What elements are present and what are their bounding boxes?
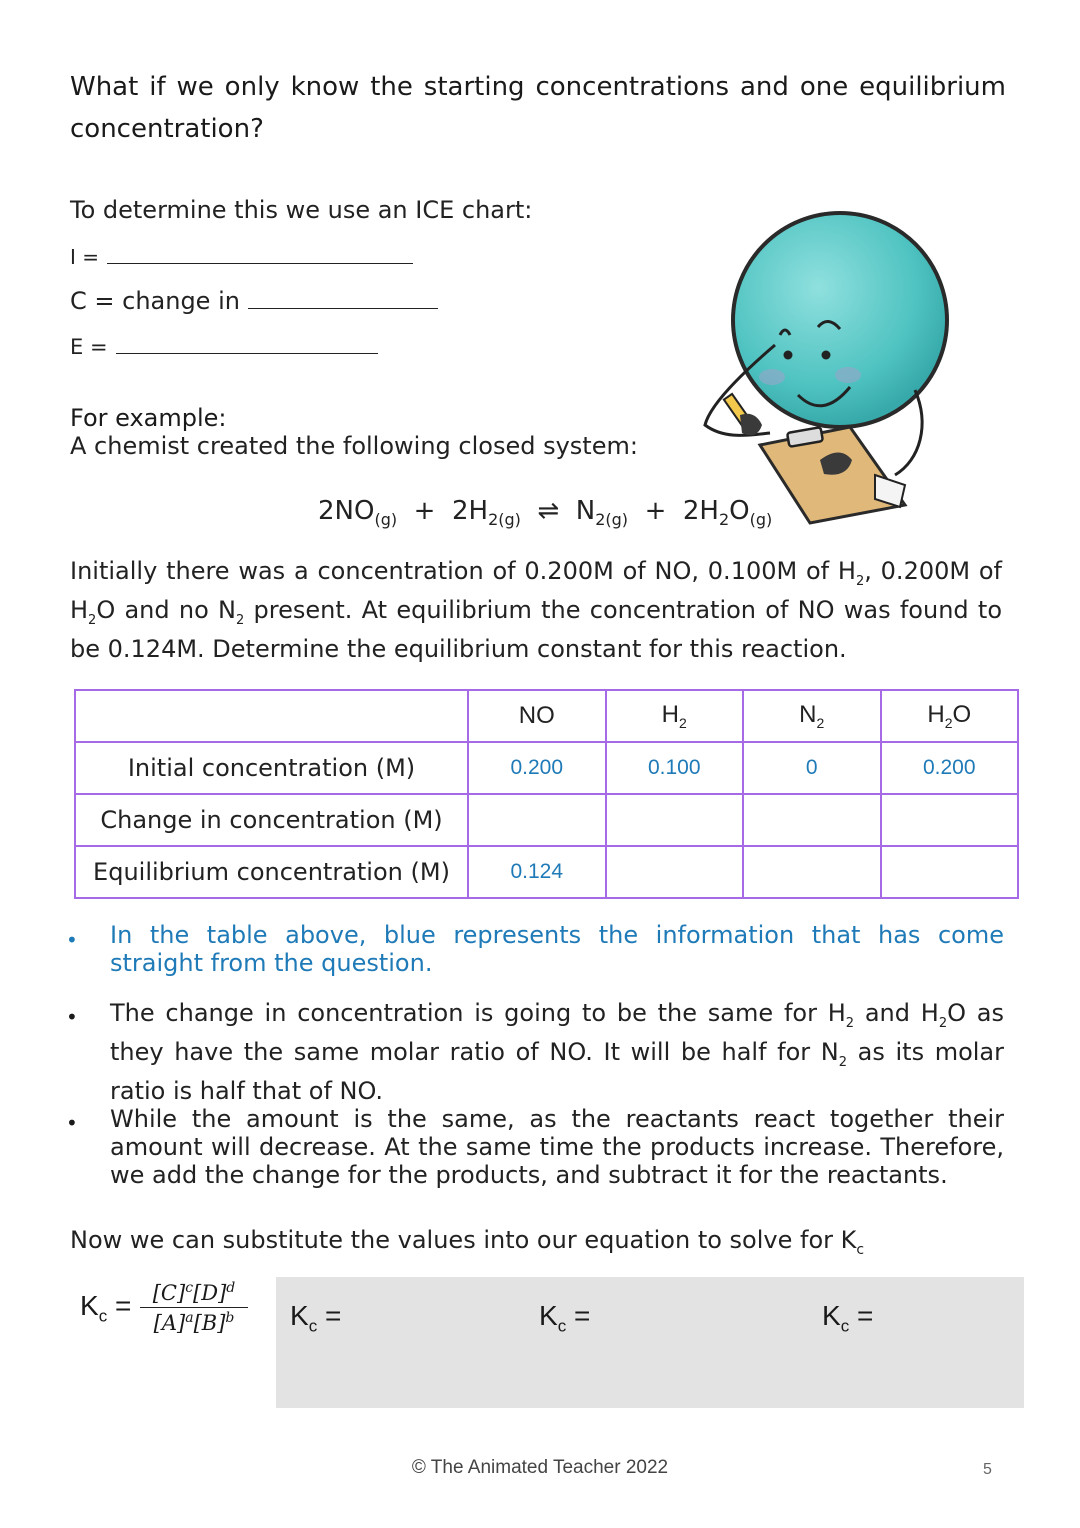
substitute-instruction: Now we can substitute the values into our equation to solve for $K_c$: [70, 1226, 865, 1258]
table-cell[interactable]: [606, 846, 744, 898]
ice-blank-i: [70, 242, 413, 270]
bullet-dot-icon: •: [66, 1005, 78, 1029]
kc-formula-label: $K_c$ =: [80, 1290, 132, 1326]
table-header-row: [75, 690, 1018, 742]
eq-term: N: [575, 496, 596, 526]
fill-in-line[interactable]: [116, 351, 378, 354]
blank-label: I =: [70, 245, 100, 269]
hand-icon: [740, 414, 762, 435]
fraction-denominator: $[A]^a[B]^b$: [153, 1310, 235, 1335]
table-corner-cell: [75, 690, 468, 742]
equilibrium-arrow-icon: ⇌: [537, 496, 560, 526]
eq-plus: +: [413, 496, 436, 526]
fill-in-line[interactable]: [107, 261, 413, 264]
table-row: [75, 846, 1018, 898]
bullet-blue-note: In the table above, blue represents the information that has come straight from the question.: [110, 921, 1004, 977]
table-cell[interactable]: [606, 794, 744, 846]
table-cell[interactable]: [881, 846, 1019, 898]
eq-state: 2(g): [488, 510, 521, 530]
table-cell[interactable]: [743, 846, 881, 898]
kc-step-3: $K_c$ =: [822, 1300, 874, 1336]
table-cell: 0.124: [468, 846, 606, 898]
ice-blank-e: [70, 332, 378, 360]
table-cell[interactable]: [743, 794, 881, 846]
table-cell[interactable]: [468, 794, 606, 846]
bullet-add-subtract: While the amount is the same, as the reactants react together their amount will decrease. At the same time the products increase. Therefore, we add the change for the products, and subtract it for the reactants.: [110, 1105, 1004, 1189]
problem-paragraph: Initially there was a concentration of 0.200M of NO, 0.100M of $H_2$, 0.200M of $H_2O$ and no $N_2$ present. At equilibrium the concentration of NO was found to be 0.124M. Determine the equilibrium constant for this reaction.: [70, 557, 1003, 663]
planet-character-illustration: [700, 205, 960, 525]
question-heading: What if we only know the starting concentrations and one equilibrium concentration?: [70, 72, 1006, 144]
bullet-dot-icon: •: [66, 1111, 78, 1135]
table-row: [75, 742, 1018, 794]
table-cell: 0: [743, 742, 881, 794]
header-n2: $N_2$: [743, 690, 881, 742]
eq-term: 2H: [682, 496, 719, 526]
copyright-footer: © The Animated Teacher 2022: [411, 1457, 669, 1478]
row-label: Change in concentration (M): [75, 794, 468, 846]
table-row: [75, 794, 1018, 846]
fill-in-line[interactable]: [248, 306, 438, 309]
ice-table: [74, 689, 1019, 899]
table-cell: 0.200: [881, 742, 1019, 794]
bullet-dot-icon: •: [66, 928, 78, 952]
kc-step-2: $K_c$ =: [539, 1300, 591, 1336]
working-area[interactable]: [276, 1277, 1024, 1408]
bullet-change-ratio: The change in concentration is going to be the same for $H_2$ and $H_2O$ as they have the same molar ratio of NO. It will be half for $N_2$ as its molar ratio is half that of NO.: [110, 999, 1005, 1105]
example-heading: For example:: [70, 404, 227, 432]
ice-intro: To determine this we use an ICE chart:: [70, 196, 533, 224]
eq-state: (g): [374, 510, 398, 530]
kc-expression-fraction: [140, 1280, 248, 1335]
eq-term: 2H: [451, 496, 489, 526]
page-number: 5: [983, 1461, 992, 1478]
blank-label: E =: [70, 335, 108, 359]
kc-step-1: $K_c$ =: [290, 1300, 342, 1336]
header-no: NO: [468, 690, 606, 742]
header-h2: $H_2$: [606, 690, 744, 742]
eq-term: O: [729, 496, 750, 526]
row-label: Equilibrium concentration (M): [75, 846, 468, 898]
row-label: Initial concentration (M): [75, 742, 468, 794]
chemical-equation: [318, 496, 772, 529]
planet-body: [733, 213, 947, 427]
eq-sub: 2: [718, 510, 730, 530]
ice-blank-c: [70, 287, 438, 315]
example-text: A chemist created the following closed system:: [70, 432, 638, 460]
eq-state: (g): [749, 510, 773, 530]
fraction-numerator: $[C]^c[D]^d$: [140, 1280, 248, 1308]
header-h2o: $H_2O$: [881, 690, 1019, 742]
eq-term: 2NO: [318, 496, 375, 526]
eq-plus: +: [644, 496, 667, 526]
table-cell: 0.100: [606, 742, 744, 794]
blank-label: C = change in: [70, 287, 240, 315]
table-cell[interactable]: [881, 794, 1019, 846]
table-cell: 0.200: [468, 742, 606, 794]
clipboard-icon: [760, 427, 905, 523]
eq-state: 2(g): [595, 510, 629, 530]
